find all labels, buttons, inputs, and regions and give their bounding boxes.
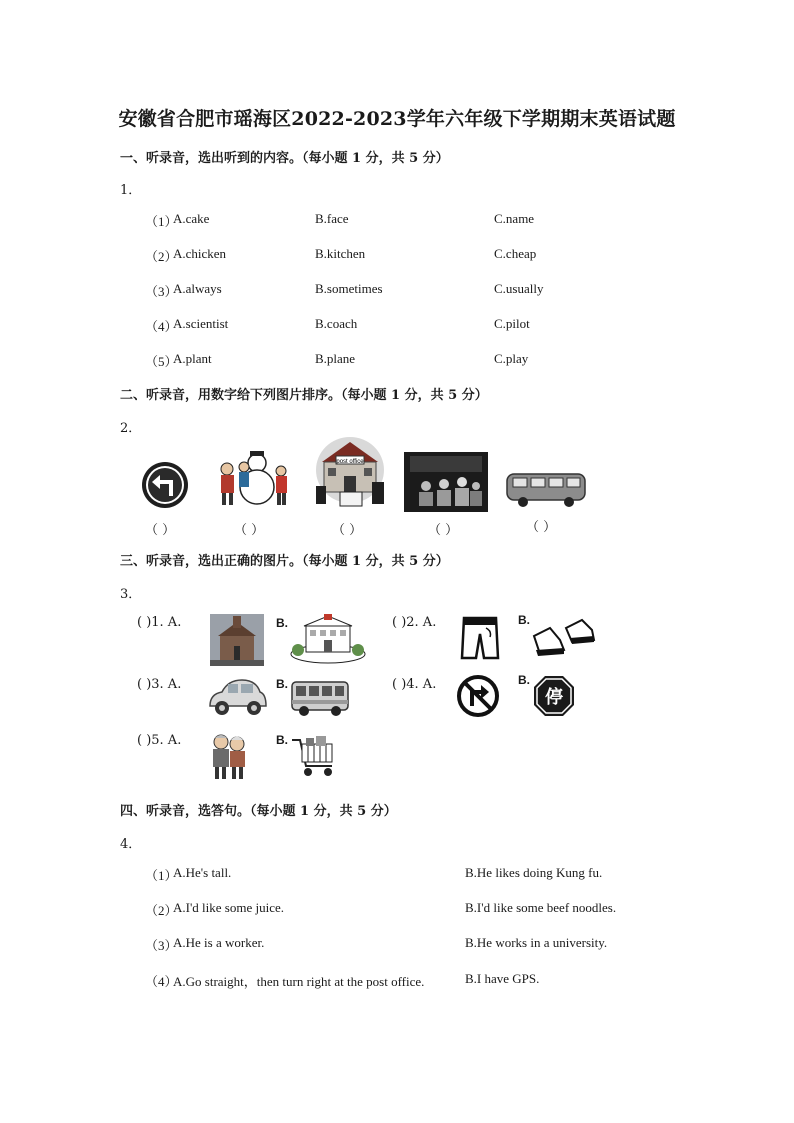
section-2-heading: 二、听录音，用数字给下列图片排序。（每小题 1 分，共 5 分） <box>120 388 488 403</box>
snowman-kids-icon <box>217 449 289 511</box>
option-c: C.name <box>494 211 535 226</box>
option-a: A.Go straight，then turn right at the post office. <box>173 974 425 989</box>
option-a: A.He's tall. <box>173 865 232 880</box>
question-2-number: 2． <box>120 421 142 436</box>
s3-item-5-label[interactable]: ( )5. A. <box>137 733 182 748</box>
s4-row-2: （2） A.I'd like some juice. B.I'd like some beef noodles. <box>145 900 617 918</box>
s1-row-5: （5） A.plant B.plane C.play <box>145 351 529 369</box>
s3-item-2-b: B. <box>518 613 530 627</box>
section-3-heading: 三、听录音，选出正确的图片。（每小题 1 分，共 5 分） <box>120 554 449 569</box>
s3-item-1-label[interactable]: ( )1. A. <box>137 615 182 630</box>
section-4-heading: 四、听录音，选答句。（每小题 1 分，共 5 分） <box>120 804 397 819</box>
minibus-icon <box>290 678 350 718</box>
s1-row-1: （1） A.cake B.face C.name <box>145 211 535 229</box>
s3-item-3-b: B. <box>276 677 288 691</box>
s3-item-5-b: B. <box>276 733 288 747</box>
option-b: B.I'd like some beef noodles. <box>465 900 617 915</box>
bus-icon <box>505 470 587 510</box>
no-right-turn-sign-icon <box>456 674 500 718</box>
s4-row-3: （3） A.He is a worker. B.He works in a university. <box>145 935 608 953</box>
question-3-number: 3． <box>120 587 142 602</box>
option-c: C.cheap <box>494 246 537 261</box>
answer-blank-3[interactable]: （ ） <box>332 523 363 538</box>
church-building-icon <box>210 614 264 666</box>
s3-item-4-label[interactable]: ( )4. A. <box>392 677 437 692</box>
stop-sign-char: 停 <box>545 687 563 708</box>
s3-item-1-b: B. <box>276 616 288 630</box>
stop-sign-icon <box>532 674 576 718</box>
answer-blank-2[interactable]: （ ） <box>234 523 265 538</box>
option-a: A.chicken <box>173 246 227 261</box>
option-c: C.pilot <box>494 316 530 331</box>
shorts-icon <box>460 614 500 662</box>
option-b: B.I have GPS. <box>465 971 540 986</box>
option-a: A.plant <box>173 351 212 366</box>
s1-row-2: （2） A.chicken B.kitchen C.cheap <box>145 246 537 264</box>
option-a: A.always <box>173 281 222 296</box>
car-icon <box>206 676 268 720</box>
option-a: A.cake <box>173 211 210 226</box>
section-1-heading: 一、听录音，选出听到的内容。（每小题 1 分，共 5 分） <box>120 151 449 166</box>
s3-item-3-label[interactable]: ( )3. A. <box>137 677 182 692</box>
option-b: B.He likes doing Kung fu. <box>465 865 603 880</box>
question-1-number: 1． <box>120 183 142 198</box>
option-b: B.sometimes <box>315 281 383 296</box>
s4-row-4: （4） A.Go straight，then turn right at the post office. B.I have GPS. <box>145 971 540 989</box>
elderly-couple-icon <box>205 732 251 782</box>
post-office-sign-text: post office <box>336 459 364 465</box>
turn-left-sign-icon <box>140 458 190 512</box>
school-building-icon <box>290 614 366 664</box>
s3-item-4-b: B. <box>518 673 530 687</box>
option-b: B.plane <box>315 351 356 366</box>
option-c: C.usually <box>494 281 544 296</box>
option-a: A.scientist <box>173 316 229 331</box>
option-b: B.He works in a university. <box>465 935 608 950</box>
answer-blank-1[interactable]: （ ） <box>145 523 176 538</box>
option-a: A.I'd like some juice. <box>173 900 285 915</box>
option-a: A.He is a worker. <box>173 935 265 950</box>
post-office-icon <box>314 436 384 510</box>
s4-row-1: （1） A.He's tall. B.He likes doing Kung fu. <box>145 865 603 883</box>
option-b: B.face <box>315 211 349 226</box>
s1-row-4: （4） A.scientist B.coach C.pilot <box>145 316 530 334</box>
s1-row-3: （3） A.always B.sometimes C.usually <box>145 281 544 299</box>
question-4-number: 4． <box>120 837 142 852</box>
option-c: C.play <box>494 351 529 366</box>
option-b: B.coach <box>315 316 358 331</box>
page-title: 安徽省合肥市瑶海区2022-2023学年六年级下学期期末英语试题 <box>118 108 676 130</box>
sneakers-icon <box>530 614 598 660</box>
answer-blank-5[interactable]: （ ） <box>526 520 557 535</box>
s3-item-2-label[interactable]: ( )2. A. <box>392 615 437 630</box>
answer-blank-4[interactable]: （ ） <box>428 523 459 538</box>
option-b: B.kitchen <box>315 246 366 261</box>
cinema-audience-icon <box>404 452 488 512</box>
shopping-cart-icon <box>290 734 340 780</box>
